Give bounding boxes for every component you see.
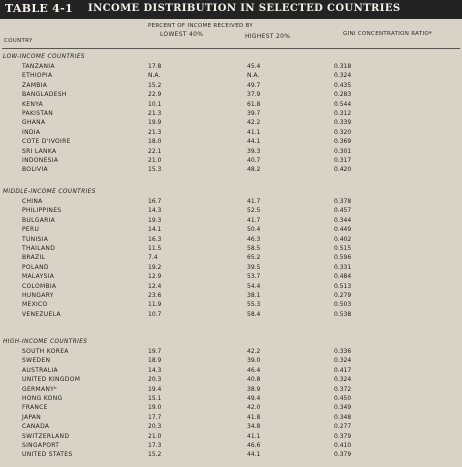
table-row — [0, 433, 462, 442]
country-name: BOLIVIA — [22, 166, 48, 174]
highest-20-value: 52.5 — [247, 207, 261, 215]
lowest-40-value: 12.4 — [148, 282, 162, 290]
table-row — [0, 157, 462, 166]
gini-value: 0.379 — [334, 432, 352, 440]
highest-20-value: 34.8 — [247, 423, 261, 431]
table-row — [0, 91, 462, 100]
highest-20-value: 37.9 — [247, 91, 261, 99]
highest-20-value: 45.4 — [247, 63, 261, 70]
lowest-40-value: 21.3 — [148, 128, 162, 136]
table-header-bar — [0, 0, 462, 19]
highest-20-value: 42.2 — [247, 348, 261, 355]
highest-20-value: 46.6 — [247, 442, 261, 449]
lowest-40-value: 21.0 — [148, 157, 162, 164]
table-number: TABLE 4-1 — [5, 2, 73, 15]
lowest-40-value: 20.3 — [148, 423, 162, 431]
gini-value: 0.320 — [334, 128, 352, 136]
gini-value: 0.324 — [334, 72, 352, 80]
lowest-40-value: 12.9 — [148, 273, 162, 281]
country-name: COLOMBIA — [22, 282, 57, 290]
country-name: UNITED STATES — [22, 451, 73, 459]
table-row — [0, 386, 462, 395]
gini-value: 0.369 — [334, 138, 352, 146]
lowest-40-value: 7.4 — [148, 254, 158, 262]
lowest-40-value: 15.2 — [148, 81, 162, 89]
gini-value: 0.378 — [334, 198, 352, 205]
gini-value: 0.420 — [334, 166, 352, 174]
table-row — [0, 119, 462, 128]
highest-20-value: 44.1 — [247, 138, 261, 146]
highest-20-value: 58.5 — [247, 245, 261, 252]
country-name: SWITZERLAND — [22, 432, 70, 440]
table-row — [0, 207, 462, 216]
country-name: UNITED KINGDOM — [22, 376, 81, 384]
table-row — [0, 148, 462, 157]
country-name: JAPAN — [22, 413, 42, 421]
highest-20-value: 46.4 — [247, 366, 261, 374]
gini-value: 0.312 — [334, 110, 352, 117]
country-name: POLAND — [22, 263, 49, 271]
highest-20-value: 40.7 — [247, 157, 261, 164]
gini-value: 0.348 — [334, 413, 352, 421]
table-row — [0, 217, 462, 226]
gini-value: 0.344 — [334, 216, 352, 224]
country-name: CANADA — [22, 423, 50, 431]
country-name: KENYA — [22, 100, 44, 108]
lowest-40-value: 18.0 — [148, 138, 162, 146]
table-row — [0, 292, 462, 301]
table-title: INCOME DISTRIBUTION IN SELECTED COUNTRIES — [88, 3, 401, 14]
gini-value: 0.515 — [334, 245, 352, 252]
table-row — [0, 245, 462, 254]
highest-20-value: 49.4 — [247, 395, 261, 402]
lowest-40-value: 21.0 — [148, 432, 162, 440]
section-title: LOW-INCOME COUNTRIES — [3, 54, 85, 60]
percent-income-header: PERCENT OF INCOME RECEIVED BY — [148, 23, 253, 29]
highest-20-value: 41.1 — [247, 128, 261, 136]
lowest-40-value: 17.7 — [148, 413, 162, 421]
table-row — [0, 442, 462, 451]
highest-20-value: 46.3 — [247, 235, 261, 243]
country-name: VENEZUELA — [22, 310, 61, 318]
highest-20-value: 65.2 — [247, 254, 261, 262]
table-row — [0, 395, 462, 404]
lowest-40-value: 23.6 — [148, 292, 162, 299]
lowest-40-value: 10.1 — [148, 100, 162, 108]
section-title: HIGH-INCOME COUNTRIES — [3, 339, 88, 345]
lowest-40-value: 19.3 — [148, 216, 162, 224]
country-name: MEXICO — [22, 301, 48, 309]
country-name: THAILAND — [22, 245, 56, 252]
lowest-40-value: 22.1 — [148, 147, 162, 155]
lowest-40-value: 17.8 — [148, 63, 162, 70]
gini-value: 0.318 — [334, 63, 352, 70]
country-name: PAKISTAN — [22, 110, 54, 117]
highest-20-value: 55.3 — [247, 301, 261, 309]
gini-value: 0.379 — [334, 451, 352, 459]
country-header: COUNTRY — [4, 38, 33, 44]
table-row — [0, 414, 462, 423]
highest-20-value: 38.9 — [247, 385, 261, 393]
lowest-40-value: 10.7 — [148, 310, 162, 318]
gini-value: 0.417 — [334, 366, 352, 374]
highest-20-value: 49.7 — [247, 81, 261, 89]
lowest-40-value: 16.3 — [148, 235, 162, 243]
country-name: INDONESIA — [22, 157, 59, 164]
lowest-40-value: 15.1 — [148, 395, 162, 402]
highest-20-value: 39.5 — [247, 263, 261, 271]
country-name: HONG KONG — [22, 395, 63, 402]
gini-value: 0.324 — [334, 357, 352, 365]
gini-value: 0.277 — [334, 423, 352, 431]
country-name: TUNISIA — [22, 235, 49, 243]
country-name: SOUTH KOREA — [22, 348, 69, 355]
lowest-40-value: 17.3 — [148, 442, 162, 449]
table-row — [0, 423, 462, 432]
gini-value: 0.331 — [334, 263, 352, 271]
country-name: TANZANIA — [22, 63, 55, 70]
table-row — [0, 236, 462, 245]
gini-value: 0.283 — [334, 91, 352, 99]
table-row — [0, 348, 462, 357]
highest-20-value: 44.1 — [247, 451, 261, 459]
country-name: HUNGARY — [22, 292, 54, 299]
country-name: SWEDEN — [22, 357, 51, 365]
lowest-40-value: 19.9 — [148, 119, 162, 127]
table-row — [0, 367, 462, 376]
table-row — [0, 138, 462, 147]
lowest-40-value: 19.7 — [148, 348, 162, 355]
gini-value: 0.349 — [334, 404, 352, 412]
gini-value: 0.538 — [334, 310, 352, 318]
lowest-40-value: 19.4 — [148, 385, 162, 393]
highest-20-value: 42.0 — [247, 404, 261, 412]
gini-value: 0.503 — [334, 301, 352, 309]
lowest-40-value: 14.1 — [148, 226, 162, 234]
country-name: MALAYSIA — [22, 273, 55, 281]
gini-value: 0.457 — [334, 207, 352, 215]
highest-20-value: 50.4 — [247, 226, 261, 234]
lowest-40-value: 16.7 — [148, 198, 162, 205]
highest-20-value: 61.8 — [247, 100, 261, 108]
table-row — [0, 101, 462, 110]
header-rule — [2, 48, 460, 49]
lowest-40-value: 21.3 — [148, 110, 162, 117]
country-name: CHINA — [22, 198, 43, 205]
lowest-40-value: 15.2 — [148, 451, 162, 459]
gini-value: 0.324 — [334, 376, 352, 384]
country-name: BANGLADESH — [22, 91, 67, 99]
highest-20-value: 40.8 — [247, 376, 261, 384]
lowest-40-value: 11.5 — [148, 245, 162, 252]
lowest-40-header: LOWEST 40% — [160, 31, 204, 38]
highest-20-value: 39.0 — [247, 357, 261, 365]
country-name: SRI LANKA — [22, 147, 57, 155]
highest-20-value: 58.4 — [247, 310, 261, 318]
country-name: SINGAPORT — [22, 442, 60, 449]
table-row — [0, 376, 462, 385]
lowest-40-value: 11.9 — [148, 301, 162, 309]
lowest-40-value: 14.3 — [148, 207, 162, 215]
table-row — [0, 129, 462, 138]
country-name: BULGARIA — [22, 216, 56, 224]
lowest-40-value: 19.2 — [148, 263, 162, 271]
lowest-40-value: 20.3 — [148, 376, 162, 384]
country-name: PERU — [22, 226, 40, 234]
highest-20-value: 53.7 — [247, 273, 261, 281]
highest-20-value: 39.3 — [247, 147, 261, 155]
highest-20-value: 54.4 — [247, 282, 261, 290]
gini-value: 0.372 — [334, 385, 352, 393]
gini-value: 0.513 — [334, 282, 352, 290]
table-row — [0, 82, 462, 91]
highest-20-value: 41.8 — [247, 413, 261, 421]
lowest-40-value: 19.0 — [148, 404, 162, 412]
country-name: AUSTRALIA — [22, 366, 58, 374]
table-row — [0, 451, 462, 460]
section-title: MIDDLE-INCOME COUNTRIES — [3, 189, 96, 195]
country-name: GHANA — [22, 119, 46, 127]
table-row — [0, 166, 462, 175]
gini-value: 0.402 — [334, 235, 352, 243]
highest-20-header: HIGHEST 20% — [245, 33, 291, 40]
table-row — [0, 63, 462, 72]
gini-value: 0.301 — [334, 147, 352, 155]
highest-20-value: 39.7 — [247, 110, 261, 117]
gini-value: 0.484 — [334, 273, 352, 281]
country-name: ZAMBIA — [22, 81, 48, 89]
gini-value: 0.435 — [334, 81, 352, 89]
highest-20-value: 48.2 — [247, 166, 261, 174]
gini-value: 0.279 — [334, 292, 352, 299]
country-name: INDIA — [22, 128, 41, 136]
highest-20-value: N.A. — [247, 72, 260, 80]
gini-value: 0.339 — [334, 119, 352, 127]
table-row — [0, 72, 462, 81]
lowest-40-value: N.A. — [148, 72, 161, 80]
table-row — [0, 198, 462, 207]
lowest-40-value: 22.9 — [148, 91, 162, 99]
table-row — [0, 254, 462, 263]
country-name: COTE D'IVOIRE — [22, 138, 71, 146]
gini-ratio-header: GINI CONCENTRATION RATIOª — [343, 31, 432, 37]
table-row — [0, 110, 462, 119]
lowest-40-value: 18.9 — [148, 357, 162, 365]
highest-20-value: 41.1 — [247, 432, 261, 440]
gini-value: 0.336 — [334, 348, 352, 355]
table-row — [0, 301, 462, 310]
highest-20-value: 42.2 — [247, 119, 261, 127]
table-row — [0, 311, 462, 320]
gini-value: 0.596 — [334, 254, 352, 262]
table-row — [0, 273, 462, 282]
table-row — [0, 404, 462, 413]
gini-value: 0.317 — [334, 157, 352, 164]
highest-20-value: 41.7 — [247, 198, 261, 205]
highest-20-value: 41.7 — [247, 216, 261, 224]
country-name: FRANCE — [22, 404, 48, 412]
country-name: GERMANYᵇ — [22, 385, 58, 393]
highest-20-value: 38.1 — [247, 292, 261, 299]
table-row — [0, 264, 462, 273]
gini-value: 0.410 — [334, 442, 352, 449]
table-row — [0, 226, 462, 235]
table-row — [0, 357, 462, 366]
gini-value: 0.450 — [334, 395, 352, 402]
country-name: ETHIOPIA — [22, 72, 53, 80]
country-name: BRAZIL — [22, 254, 46, 262]
table-row — [0, 283, 462, 292]
country-name: PHILIPPINES — [22, 207, 62, 215]
lowest-40-value: 15.3 — [148, 166, 162, 174]
gini-value: 0.449 — [334, 226, 352, 234]
gini-value: 0.544 — [334, 100, 352, 108]
lowest-40-value: 14.3 — [148, 366, 162, 374]
